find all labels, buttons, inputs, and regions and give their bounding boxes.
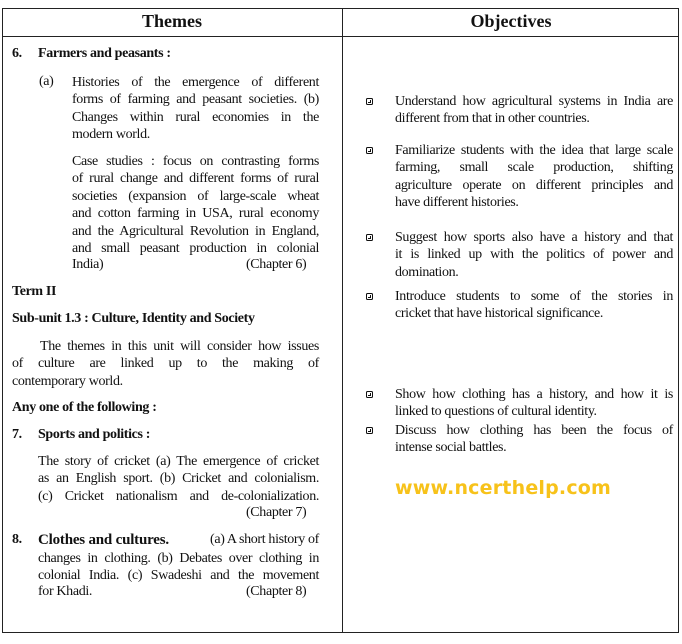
text-line: Show how clothing has a history, and how it is — [395, 387, 673, 402]
bullet-icon — [366, 391, 373, 398]
item7-text — [38, 453, 319, 505]
text-line: colonial India. (c) Swadeshi and the movement — [38, 568, 319, 584]
bullet-icon — [366, 98, 373, 105]
item6-chapter: (Chapter 6) — [246, 257, 307, 272]
item8-number: 8. — [12, 532, 22, 547]
item8-chapter: (Chapter 8) — [246, 584, 307, 599]
item8-first-rest: (a) A short history of — [210, 532, 319, 547]
text-line: linked to questions of cultural identity. — [395, 404, 597, 420]
item6-a-label: (a) — [39, 74, 54, 89]
text-line: Discuss how clothing has been the focus of — [395, 423, 673, 438]
text-line: cricket that have historical significance. — [395, 306, 604, 322]
objective-item — [395, 386, 673, 421]
item8-text — [38, 550, 319, 585]
bullet-icon — [366, 147, 373, 154]
text-line: Changes within rural economies in the — [72, 109, 319, 125]
text-line: as an English sport. (b) Cricket and colonialism. — [38, 471, 319, 487]
item7-chapter: (Chapter 7) — [246, 505, 307, 520]
text-line: Suggest how sports also have a history and that — [395, 230, 673, 245]
item8-end: for Khadi. — [38, 584, 93, 599]
text-line: (c) Cricket nationalism and de-colonialization. — [38, 488, 319, 504]
text-line: Familiarize students with the idea that large scale — [395, 143, 673, 158]
subunit-heading: Sub-unit 1.3 : Culture, Identity and Society — [12, 311, 255, 326]
objective-item — [395, 229, 673, 281]
text-line: changes in clothing. (b) Debates over clothing in — [38, 551, 319, 566]
themes-header: Themes — [142, 11, 202, 31]
text-line: of rural change and different forms of rural — [72, 171, 319, 187]
item6-case-studies — [72, 153, 319, 257]
item7-number: 7. — [12, 427, 22, 442]
objective-item — [395, 93, 673, 128]
text-line: it is linked up with the politics of power and — [395, 247, 673, 263]
item6-title: Farmers and peasants : — [38, 46, 171, 61]
bullet-icon — [366, 427, 373, 434]
text-line: contemporary world. — [12, 373, 123, 389]
item8-title: Clothes and cultures. — [38, 532, 169, 548]
header-divider — [2, 36, 679, 37]
text-line: and small peasant production in colonial — [72, 240, 319, 256]
item6-a-text — [72, 74, 319, 144]
item7-title: Sports and politics : — [38, 427, 151, 442]
column-divider — [342, 8, 343, 633]
text-line: Introduce students to some of the stories in — [395, 289, 673, 304]
text-line: farming, small scale production, shifting — [395, 160, 673, 176]
text-line: and cotton farming in USA, rural economy — [72, 206, 319, 222]
objective-item — [395, 422, 673, 457]
text-line: The themes in this unit will consider how issues — [40, 339, 319, 354]
text-line: Understand how agricultural systems in India are — [395, 94, 673, 109]
text-line: of culture are linked up to the making of — [12, 356, 319, 372]
text-line: The story of cricket (a) The emergence of cricket — [38, 454, 319, 469]
item6-case-end: India) — [72, 257, 104, 272]
text-line: and the Agricultural Revolution in England, — [72, 223, 319, 239]
text-line: modern world. — [72, 127, 150, 143]
item8-first-line — [38, 532, 319, 549]
item6-number: 6. — [12, 46, 22, 61]
term-heading: Term II — [12, 284, 57, 299]
intro-paragraph — [12, 338, 319, 390]
text-line: societies (expansion of large-scale wheat — [72, 188, 319, 204]
objective-item — [395, 288, 673, 323]
bullet-icon — [366, 293, 373, 300]
text-line: different from that in other countries. — [395, 111, 590, 127]
text-line: Histories of the emergence of different — [72, 75, 319, 90]
text-line: Case studies : focus on contrasting forms — [72, 154, 319, 169]
bullet-icon — [366, 234, 373, 241]
any-one-heading: Any one of the following : — [12, 400, 157, 415]
text-line: forms of farming and peasant societies. (b) — [72, 92, 319, 108]
objectives-header: Objectives — [470, 11, 552, 31]
text-line: intense social battles. — [395, 440, 507, 456]
text-line: have different histories. — [395, 195, 519, 211]
objective-item — [395, 142, 673, 212]
text-line: agriculture operate on different principles and — [395, 177, 673, 193]
text-line: domination. — [395, 264, 459, 280]
watermark: www.ncerthelp.com — [395, 477, 612, 499]
